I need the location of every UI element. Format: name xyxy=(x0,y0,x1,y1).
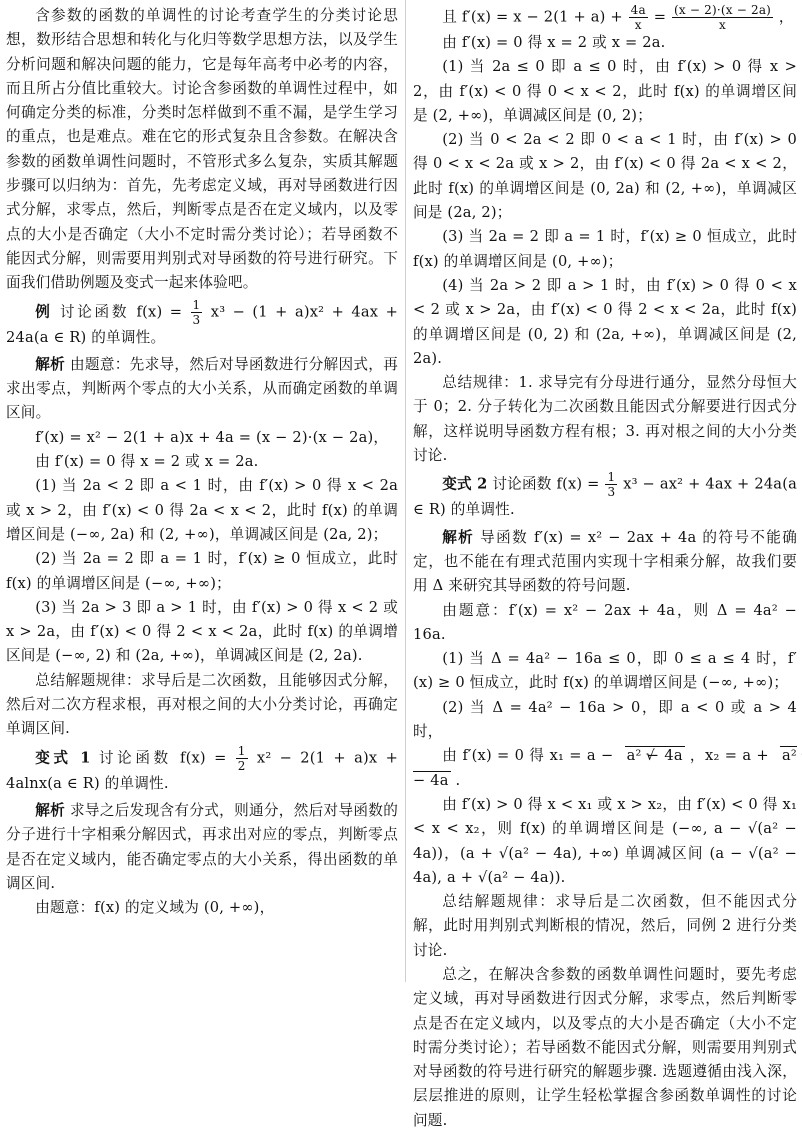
analysis-label: 解析 xyxy=(35,355,66,373)
zero-line: 由 f′(x) = 0 得 x = 2 或 x = 2a. xyxy=(35,453,259,471)
derivative-fraction-line xyxy=(413,4,797,31)
variant1-analysis xyxy=(6,799,398,896)
left-column xyxy=(6,4,398,982)
variant2-analysis xyxy=(413,526,797,599)
variant2-frac-den: 3 xyxy=(607,485,616,500)
variant2-label: 变式 2 xyxy=(442,475,488,493)
v2-intervals: 由 f′(x) > 0 得 x < x₁ 或 x > x₂，由 f′(x) < 0 得 x₁ < x < x₂，则 f(x) 的单调增区间是 (−∞, a − √(a² − 4a))，(a + √(a² − 4a), +∞) 单调减区间 (a − √(a² − 4a), a + √(a² − 4a)). xyxy=(413,795,797,886)
variant1-frac-num: 1 xyxy=(237,743,246,758)
v2-summary: 总结解题规律：求导后是二次函数，但不能因式分解，此时用判别式判断根的情况，然后，同例 2 进行分类讨论. xyxy=(413,893,797,959)
r-case-3: (3) 当 2a = 2 即 a = 1 时，f′(x) ≥ 0 恒成立，此时 f(x) 的单调增区间是 (0, +∞)； xyxy=(413,228,797,270)
variant2-statement xyxy=(413,471,797,522)
r0-fraction-1 xyxy=(629,4,648,31)
v2-delta-line: 由题意：f′(x) = x² − 2ax + 4a，则 Δ = 4a² − 16a. xyxy=(413,601,797,643)
variant2-text-b: x³ − ax² + 4ax + 24a(a ∈ R) 的单调性. xyxy=(413,475,798,519)
conclusion-paragraph: 总之，在解决含参数的函数单调性问题时，要先考虑定义域，再对导函数进行因式分解，求零点，然后判断零点是否在定义域内，以及零点的大小是否确定（大小不定时需分类讨论）；若导函数不能因式分解，则需要用判别式对导函数的符号进行研究的解题步骤. 选题遵循由浅入深，层层推进的原则，让学生轻松掌握含参函数单调性的讨论问题. xyxy=(413,965,797,1129)
v2-case-1: (1) 当 Δ = 4a² − 16a ≤ 0，即 0 ≤ a ≤ 4 时，f′(x) ≥ 0 恒成立，此时 f(x) 的单调增区间是 (−∞, +∞)； xyxy=(413,650,797,692)
v2-analysis-text: 导函数 f′(x) = x² − 2ax + 4a 的符号不能确定，也不能在有理式范围内实现十字相乘分解，故我们要用 Δ 来研究其导函数的符号问题. xyxy=(413,528,798,595)
r0-end: ， xyxy=(778,8,794,26)
intro-paragraph: 含参数的函数的单调性的讨论考查学生的分类讨论思想，数形结合思想和转化与化归等数学思想方法，以及学生分析问题和解决问题的能力，它是每年高考中必考的内容，而且所占分值比重较大。讨论含参函数的单调性过程中，如何确定分类的标准，分类时怎样做到不重不漏，是学生学习的重点，也是难点。难在它的形式复杂且含参数。在解决含参数的函数单调性问题时，不管形式多么复杂，实质其解题步骤可以归纳为：首先，先考虑定义域，再对导函数进行因式分解，求零点，然后，判断零点是否在定义域内，以及零点的大小是否确定（大小不定时需分类讨论）；若导函数不能因式分解，则需要用判别式对导函数的符号进行研究。下面我们借助例题及变式一起来体验吧。 xyxy=(6,7,398,292)
example-text-a: 讨论函数 f(x) = xyxy=(59,303,183,321)
variant1-statement xyxy=(6,745,398,796)
r11-sqrt-1: √ a² − 4a xyxy=(625,746,685,764)
r-case-4: (4) 当 2a > 2 即 a > 1 时，由 f′(x) > 0 得 0 < x < 2 或 x > 2a，由 f′(x) < 0 得 2 < x < 2a，此时 f(x) 的单调增区间是 (0, 2) 和 (2a, +∞)，单调减区间是 (2, 2a). xyxy=(413,276,797,367)
example-label: 例 xyxy=(35,303,53,321)
v2-roots-line xyxy=(413,744,797,793)
example-statement xyxy=(6,299,398,350)
r0-frac1-num: 4a xyxy=(630,3,646,17)
derivative-line: f′(x) = x² − 2(1 + a)x + 4a = (x − 2)·(x − 2a)， xyxy=(35,428,389,446)
example-analysis xyxy=(6,353,398,426)
case-1: (1) 当 2a < 2 即 a < 1 时，由 f′(x) > 0 得 x < 2a 或 x > 2，由 f′(x) < 0 得 2a < x < 2，此时 f(x) 的单调增区间是 (−∞, 2a) 和 (2, +∞)，单调减区间是 (2a, 2)； xyxy=(6,477,398,543)
variant2-fraction xyxy=(605,471,617,498)
variant1-text-b: x² − 2(1 + a)x + 4alnx(a ∈ R) 的单调性. xyxy=(6,749,399,792)
analysis-text: 由题意：先求导，然后对导函数进行分解因式，再求出零点，判断两个零点的大小关系，从而确定函数的单调区间。 xyxy=(6,355,399,422)
r0-eq: = xyxy=(653,8,667,26)
r11-text-c: . xyxy=(455,771,461,789)
v1-analysis-label: 解析 xyxy=(35,801,66,819)
variant1-frac-den: 2 xyxy=(237,758,246,773)
variant2-text-a: 讨论函数 f(x) = xyxy=(492,475,600,493)
r0-text-a: 且 f′(x) = x − 2(1 + a) + xyxy=(442,8,623,26)
r11-text-a: 由 f′(x) = 0 得 x₁ = a − xyxy=(442,747,614,765)
r-case-2: (2) 当 0 < 2a < 2 即 0 < a < 1 时，由 f′(x) > 0 得 0 < x < 2a 或 x > 2，由 f′(x) < 0 得 2a < x < 2，此时 f(x) 的单调增区间是 (0, 2a) 和 (2, +∞)，单调减区间是 (2a, 2)； xyxy=(413,131,797,222)
r-zero-line: 由 f′(x) = 0 得 x = 2 或 x = 2a. xyxy=(442,34,666,51)
example-text-b: x³ − (1 + a)x² + 4ax + 24a(a ∈ R) 的单调性。 xyxy=(6,303,398,346)
example-frac-num: 1 xyxy=(192,297,201,312)
r-summary: 总结规律：1. 求导完有分母进行通分，显然分母恒大于 0；2. 分子转化为二次函数且能因式分解要进行因式分解，这样说明导函数方程有根；3. 再对根之间的大小分类讨论. xyxy=(413,374,797,465)
r0-frac2-den: x xyxy=(719,18,727,32)
column-divider xyxy=(405,0,406,982)
case-3: (3) 当 2a > 3 即 a > 1 时，由 f′(x) > 0 得 x < 2 或 x > 2a，由 f′(x) < 0 得 2 < x < 2a，此时 f(x) 的单调增区间是 (−∞, 2) 和 (2a, +∞)，单调减区间是 (2, 2a). xyxy=(6,598,398,665)
variant1-label: 变式 1 xyxy=(35,749,91,767)
r11-sqrt-2: √ a² − 4a xyxy=(413,746,797,788)
variant1-fraction xyxy=(236,745,248,772)
r0-frac1-den: x xyxy=(634,18,642,32)
example-frac-den: 3 xyxy=(192,312,201,327)
v1-domain-line: 由题意：f(x) 的定义域为 (0, +∞)， xyxy=(35,899,275,917)
v1-analysis-text: 求导之后发现含有分式，则通分，然后对导函数的分子进行十字相乘分解因式，再求出对应的零点，判断零点是否在定义域内，能否确定零点的大小关系，得出函数的单调区间. xyxy=(6,801,399,892)
r0-fraction-2 xyxy=(672,4,773,31)
v2-analysis-label: 解析 xyxy=(442,528,475,546)
right-column xyxy=(413,3,798,1129)
case-2: (2) 当 2a = 2 即 a = 1 时，f′(x) ≥ 0 恒成立，此时 f(x) 的单调增区间是 (−∞, +∞)； xyxy=(6,550,398,592)
r0-frac2-num: (x − 2)·(x − 2a) xyxy=(674,3,772,17)
example-fraction xyxy=(191,299,203,326)
variant1-text-a: 讨论函数 f(x) = xyxy=(98,749,227,767)
r-case-1: (1) 当 2a ≤ 0 即 a ≤ 0 时，由 f′(x) > 0 得 x > 2，由 f′(x) < 0 得 0 < x < 2，此时 f(x) 的单调增区间是 (2, +∞)，单调减区间是 (0, 2)； xyxy=(413,58,797,124)
r11-text-b: ，x₂ = a + xyxy=(689,747,769,765)
variant2-frac-num: 1 xyxy=(607,470,616,485)
summary-paragraph: 总结解题规律：求导后是二次函数，且能够因式分解，然后对二次方程求根，再对根之间的大小分类讨论，再确定单调区间. xyxy=(6,671,398,738)
v2-case-2: (2) 当 Δ = 4a² − 16a > 0，即 a < 0 或 a > 4 时， xyxy=(413,698,797,741)
